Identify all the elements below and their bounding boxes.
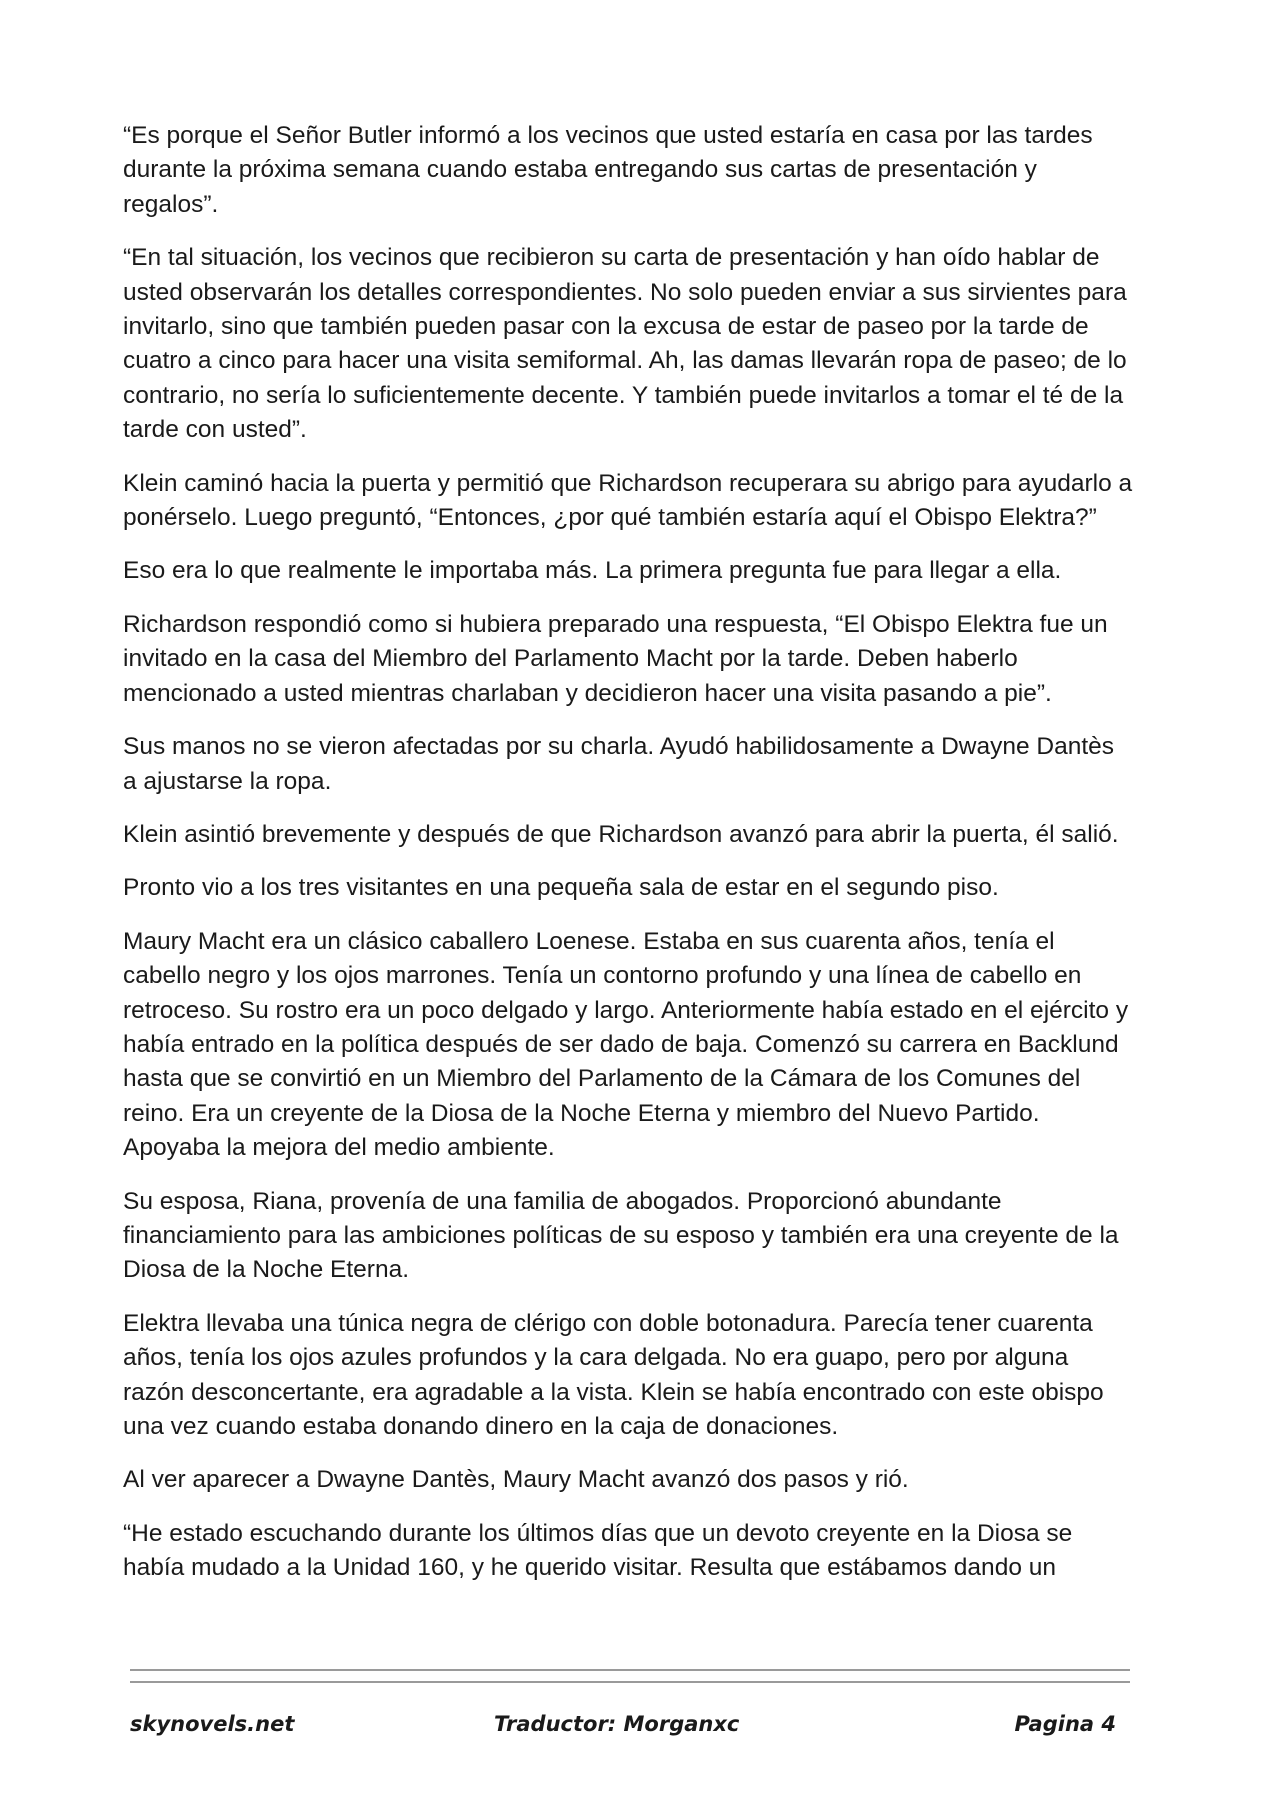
document-body [123,119,1133,1605]
footer-divider-top [130,1669,1130,1671]
paragraph: “He estado escuchando durante los últimos días que un devoto creyente en la Diosa se había mudado a la Unidad 160, y he querido visitar. Resulta que estábamos dando un [123,1519,1073,1582]
footer-translator: Traductor: Morganxc [494,1712,740,1736]
paragraph: Pronto vio a los tres visitantes en una pequeña sala de estar en el segundo piso. [123,874,999,902]
paragraph: Su esposa, Riana, provenía de una familia de abogados. Proporcionó abundante financiamiento para las ambiciones políticas de su esposo y también era una creyente de la Diosa de la Noche Eterna. [123,1187,1119,1284]
paragraph: Maury Macht era un clásico caballero Loenese. Estaba en sus cuarenta años, tenía el cabello negro y los ojos marrones. Tenía un contorno profundo y una línea de cabello en retroceso. Su rostro era un poco delgado y largo. Anteriormente había estado en el ejército y había entrado en la política después de ser dado de baja. Comenzó su carrera en Backlund hasta que se convirtió en un Miembro del Parlamento de la Cámara de los Comunes del reino. Era un creyente de la Diosa de la Noche Eterna y miembro del Nuevo Partido. Apoyaba la mejora del medio ambiente. [123,927,1129,1162]
page-footer [0,1712,1280,1746]
paragraph: Elektra llevaba una túnica negra de clérigo con doble botonadura. Parecía tener cuarenta años, tenía los ojos azules profundos y la cara delgada. No era guapo, pero por alguna razón desconcertante, era agradable a la vista. Klein se había encontrado con este obispo una vez cuando estaba donando dinero en la caja de donaciones. [123,1309,1104,1440]
footer-divider-bottom [130,1681,1130,1683]
paragraph: Richardson respondió como si hubiera preparado una respuesta, “El Obispo Elektra fue un invitado en la casa del Miembro del Parlamento Macht por la tarde. Deben haberlo mencionado a usted mientras charlaban y decidieron hacer una visita pasando a pie”. [123,610,1108,707]
footer-site: skynovels.net [130,1712,295,1736]
paragraph: Eso era lo que realmente le importaba más. La primera pregunta fue para llegar a ella. [123,557,1062,585]
paragraph: Klein asintió brevemente y después de que Richardson avanzó para abrir la puerta, él salió. [123,820,1119,848]
paragraph: Al ver aparecer a Dwayne Dantès, Maury Macht avanzó dos pasos y rió. [123,1466,909,1494]
footer-page-number: Pagina 4 [1014,1712,1116,1736]
paragraph: Sus manos no se vieron afectadas por su charla. Ayudó habilidosamente a Dwayne Dantès a ajustarse la ropa. [123,733,1115,795]
paragraph: “En tal situación, los vecinos que recibieron su carta de presentación y han oído hablar de usted observarán los detalles correspondientes. No solo pueden enviar a sus sirvientes para invitarlo, sino que también pueden pasar con la excusa de estar de paseo por la tarde de cuatro a cinco para hacer una visita semiformal. Ah, las damas llevarán ropa de paseo; de lo contrario, no sería lo suficientemente decente. Y también puede invitarlos a tomar el té de la tarde con usted”. [123,244,1127,444]
paragraph: “Es porque el Señor Butler informó a los vecinos que usted estaría en casa por las tardes durante la próxima semana cuando estaba entregando sus cartas de presentación y regalos”. [123,122,1093,218]
paragraph: Klein caminó hacia la puerta y permitió que Richardson recuperara su abrigo para ayudarlo a ponérselo. Luego preguntó, “Entonces, ¿por qué también estaría aquí el Obispo Elektra?” [123,469,1133,532]
